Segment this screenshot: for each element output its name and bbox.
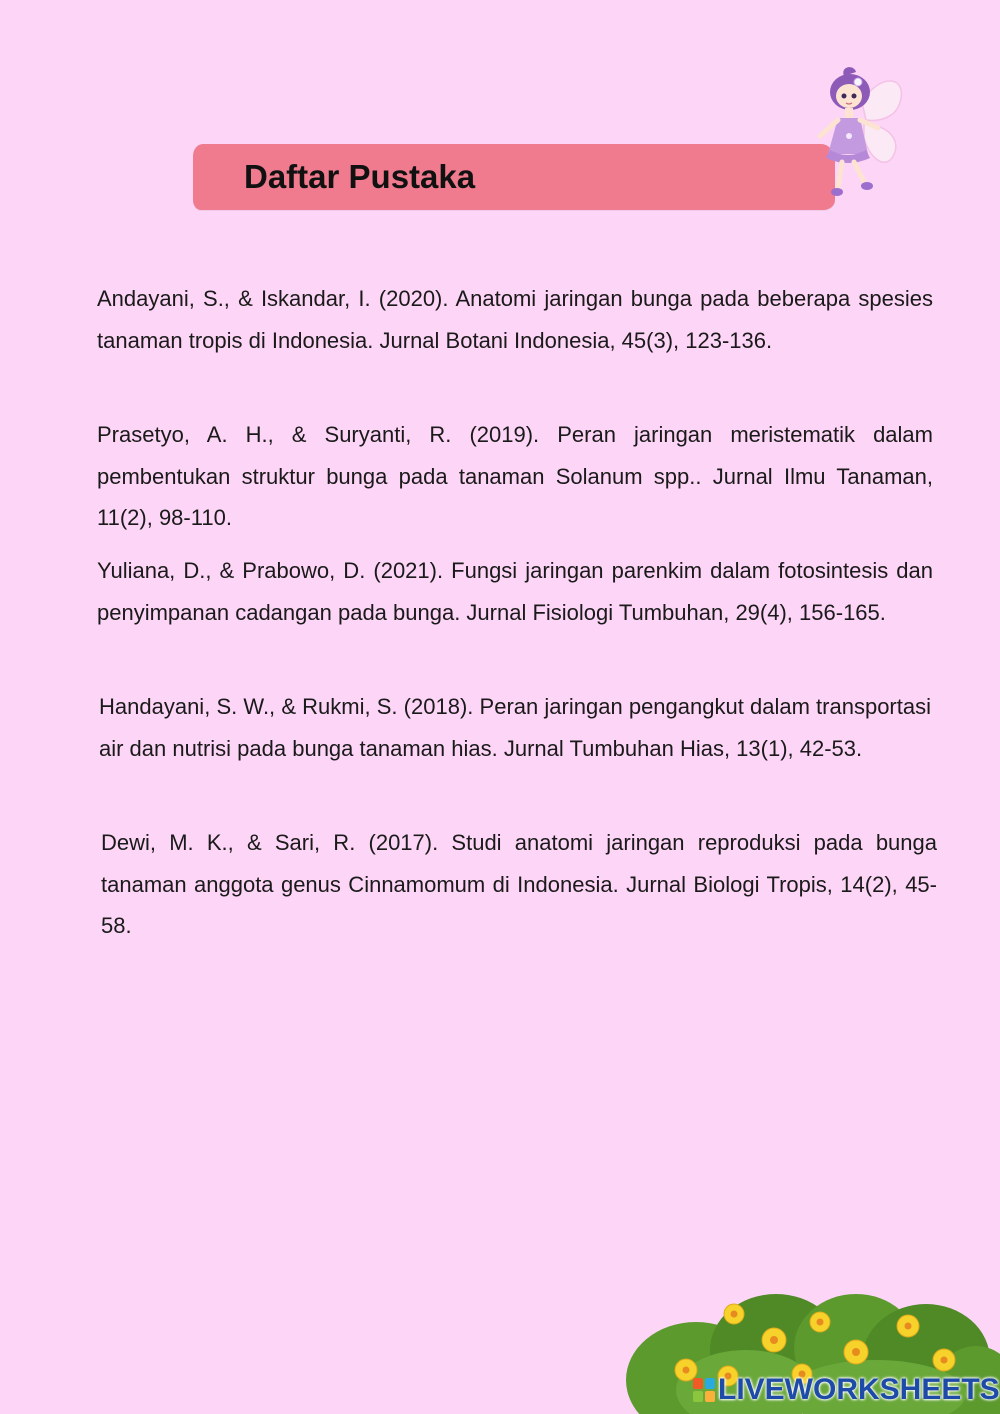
- reference-item: Prasetyo, A. H., & Suryanti, R. (2019). Peran jaringan meristematik dalam pembentukan struktur bunga pada tanaman Solanum spp.. Jurnal Ilmu Tanaman, 11(2), 98-110.: [97, 422, 933, 530]
- fairy-illustration: [800, 62, 910, 204]
- liveworksheets-watermark: [692, 1372, 1000, 1408]
- reference-item: Yuliana, D., & Prabowo, D. (2021). Fungsi jaringan parenkim dalam fotosintesis dan penyimpanan cadangan pada bunga. Jurnal Fisiologi Tumbuhan, 29(4), 156-165.: [97, 558, 933, 625]
- watermark-text: LIVEWORKSHEETS: [718, 1373, 1000, 1406]
- reference-item: Handayani, S. W., & Rukmi, S. (2018). Peran jaringan pengangkut dalam transportasi air dan nutrisi pada bunga tanaman hias. Jurnal Tumbuhan Hias, 13(1), 42-53.: [99, 694, 931, 761]
- reference-item: Dewi, M. K., & Sari, R. (2017). Studi anatomi jaringan reproduksi pada bunga tanaman anggota genus Cinnamomum di Indonesia. Jurnal Biologi Tropis, 14(2), 45-58.: [101, 830, 937, 938]
- liveworksheets-logo-icon: [692, 1376, 716, 1404]
- title-banner: [193, 144, 835, 210]
- page-title: Daftar Pustaka: [244, 158, 476, 195]
- reference-item: Andayani, S., & Iskandar, I. (2020). Anatomi jaringan bunga pada beberapa spesies tanaman tropis di Indonesia. Jurnal Botani Indonesia, 45(3), 123-136.: [97, 286, 933, 353]
